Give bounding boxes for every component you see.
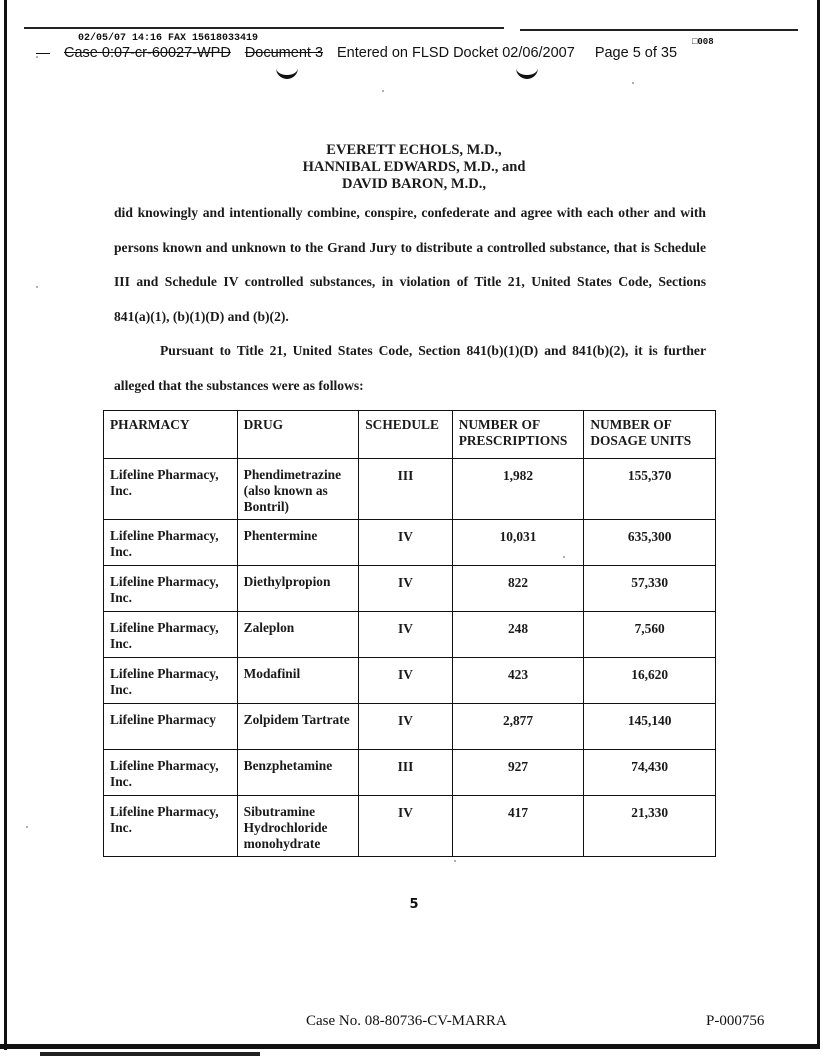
case-number: Case 0:07-cr-60027-WPD <box>64 45 231 61</box>
cell-drug: Phendimetrazine (also known as Bontril) <box>237 459 359 520</box>
conspiracy-paragraph <box>114 196 706 334</box>
paragraph-line <box>114 334 706 369</box>
controlled-substances-table <box>103 410 716 857</box>
header-schedule: SCHEDULE <box>359 411 452 459</box>
defendant-name: EVERETT ECHOLS, M.D., <box>326 142 502 158</box>
cell-schedule: IV <box>359 796 452 857</box>
fax-header-rule <box>24 27 504 29</box>
cell-prescriptions: 248 <box>452 612 584 658</box>
cell-schedule: III <box>359 459 452 520</box>
defendant-name: HANNIBAL EDWARDS, M.D., and <box>302 159 526 175</box>
cell-pharmacy: Lifeline Pharmacy, Inc. <box>104 750 238 796</box>
scan-speck <box>26 826 28 828</box>
cell-schedule: IV <box>359 612 452 658</box>
cell-dosage-units: 7,560 <box>584 612 716 658</box>
header-dosage-units: NUMBER OF DOSAGE UNITS <box>584 411 716 459</box>
cell-prescriptions: 1,982 <box>452 459 584 520</box>
table-row <box>104 796 716 857</box>
cell-dosage-units: 74,430 <box>584 750 716 796</box>
paragraph-line: did knowingly and intentionally combine, conspire, confederate and agree with each other and with <box>114 205 706 220</box>
scan-speck <box>454 860 456 862</box>
fax-transmission-stamp: 02/05/07 14:16 FAX 15618033419 <box>78 33 259 44</box>
header-dash <box>36 53 50 54</box>
allegation-paragraph <box>114 334 706 403</box>
punch-hole-mark-icon <box>516 64 538 79</box>
paragraph-line: persons known and unknown to the Grand Jury to distribute a controlled substance, that is Schedule <box>114 239 706 255</box>
punch-hole-mark-icon <box>276 64 298 79</box>
cell-pharmacy: Lifeline Pharmacy, Inc. <box>104 612 238 658</box>
cell-pharmacy: Lifeline Pharmacy, Inc. <box>104 566 238 612</box>
cell-pharmacy: Lifeline Pharmacy, Inc. <box>104 520 238 566</box>
scan-speck <box>632 82 634 84</box>
cell-schedule: IV <box>359 704 452 750</box>
cell-drug: Benzphetamine <box>237 750 359 796</box>
scan-speck <box>36 286 38 288</box>
cell-prescriptions: 2,877 <box>452 704 584 750</box>
cell-prescriptions: 423 <box>452 658 584 704</box>
table-row <box>104 704 716 750</box>
scan-border-bottom-shadow <box>40 1052 260 1056</box>
table-row <box>104 566 716 612</box>
footer-case-number: Case No. 08-80736-CV-MARRA <box>306 1013 507 1029</box>
cell-prescriptions: 417 <box>452 796 584 857</box>
cell-pharmacy: Lifeline Pharmacy, Inc. <box>104 796 238 857</box>
paragraph-line-text: Pursuant to Title 21, United States Code, Section 841(b)(1)(D) and 841(b)(2), it is further <box>160 343 706 358</box>
fax-page-counter: □008 <box>692 37 714 47</box>
cell-schedule: IV <box>359 658 452 704</box>
docket-entry: Entered on FLSD Docket 02/06/2007 <box>337 45 575 61</box>
cell-drug: Phentermine <box>237 520 359 566</box>
table-row <box>104 612 716 658</box>
table-row <box>104 459 716 520</box>
cell-pharmacy: Lifeline Pharmacy <box>104 704 238 750</box>
header-drug: DRUG <box>237 411 359 459</box>
defendant-name: DAVID BARON, M.D., <box>342 176 486 192</box>
paragraph-line: III and Schedule IV controlled substances, in violation of Title 21, United States Code, Sections <box>114 274 706 289</box>
fax-header-rule-right <box>520 29 798 31</box>
cell-dosage-units: 16,620 <box>584 658 716 704</box>
cell-drug: Diethylpropion <box>237 566 359 612</box>
header-pharmacy: PHARMACY <box>104 411 238 459</box>
table-row <box>104 658 716 704</box>
cell-drug: Zaleplon <box>237 612 359 658</box>
cell-pharmacy: Lifeline Pharmacy, Inc. <box>104 658 238 704</box>
scan-speck <box>563 556 565 558</box>
cell-prescriptions: 10,031 <box>452 520 584 566</box>
paragraph-line: 841(a)(1), (b)(1)(D) and (b)(2). <box>114 308 289 324</box>
cell-drug: Modafinil <box>237 658 359 704</box>
defendants-block <box>0 142 828 193</box>
table-row <box>104 750 716 796</box>
header-prescriptions: NUMBER OF PRESCRIPTIONS <box>452 411 584 459</box>
cell-schedule: III <box>359 750 452 796</box>
table-row <box>104 520 716 566</box>
cell-prescriptions: 927 <box>452 750 584 796</box>
cell-dosage-units: 57,330 <box>584 566 716 612</box>
scan-speck <box>382 90 384 92</box>
page-number: 5 <box>409 897 419 912</box>
document-number: Document 3 <box>244 45 324 61</box>
cell-prescriptions: 822 <box>452 566 584 612</box>
cell-pharmacy: Lifeline Pharmacy, Inc. <box>104 459 238 520</box>
footer-bates-number: P-000756 <box>706 1013 765 1029</box>
cell-dosage-units: 635,300 <box>584 520 716 566</box>
court-case-header <box>36 45 677 61</box>
table-header-row <box>104 411 716 459</box>
paragraph-line: alleged that the substances were as follows: <box>114 377 364 393</box>
scan-border-bottom <box>0 1044 820 1049</box>
cell-schedule: IV <box>359 566 452 612</box>
cell-schedule: IV <box>359 520 452 566</box>
cell-dosage-units: 145,140 <box>584 704 716 750</box>
page-of-total: Page 5 of 35 <box>594 45 678 61</box>
cell-dosage-units: 155,370 <box>584 459 716 520</box>
scan-speck <box>36 56 38 58</box>
cell-drug: Zolpidem Tartrate <box>237 704 359 750</box>
cell-drug: Sibutramine Hydrochloride monohydrate <box>237 796 359 857</box>
cell-dosage-units: 21,330 <box>584 796 716 857</box>
